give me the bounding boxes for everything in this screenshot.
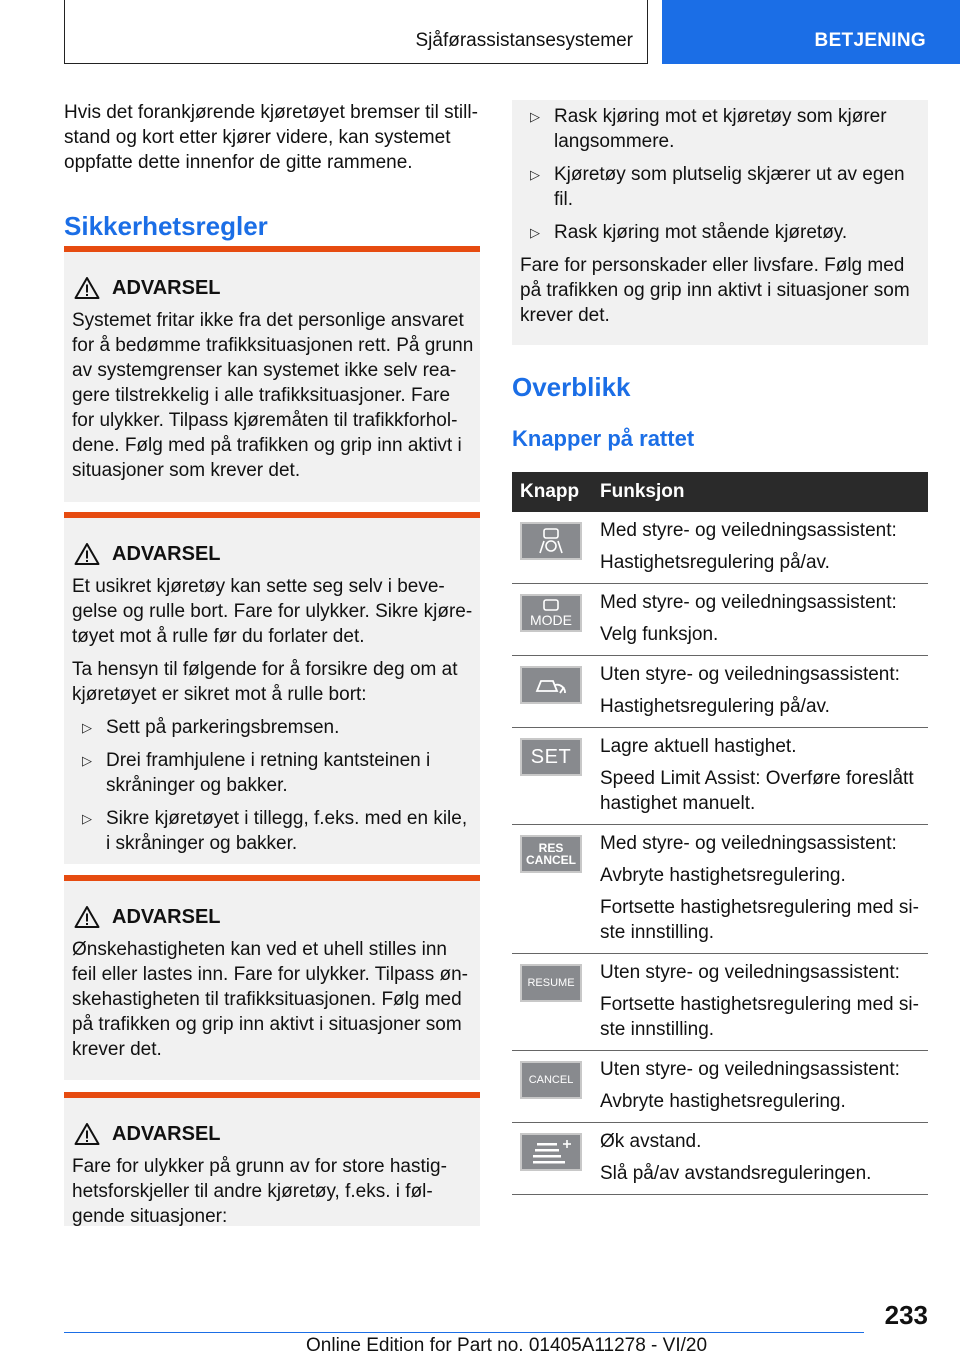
list-item: ▷ Rask kjøring mot et kjøretøy som kjører langsommere. <box>530 106 887 152</box>
table-row <box>512 825 928 954</box>
warning-box-4 <box>64 1092 480 1226</box>
warning-title: ADVARSEL <box>112 274 480 302</box>
warning-text: Fare for ulykker på grunn av for store hastighetsforskjeller til andre kjøretøy, f.eks. i følgende situasjoner: <box>72 1156 447 1227</box>
header-chapter-tab[interactable] <box>662 0 960 64</box>
list-item: ▷ Rask kjøring mot stående kjøretøy. <box>530 222 848 243</box>
function-text: Avbryte hastighetsregulering. <box>600 1091 846 1112</box>
intro-paragraph: Hvis det forankjørende kjøretøyet bremser til stillstand og kort etter kjører videre, kan systemet oppfatte dette innenfor de gitte rammene. <box>64 102 478 173</box>
steering-assist-toggle-icon <box>520 522 582 560</box>
table-row <box>512 728 928 825</box>
table-header-row <box>512 472 928 512</box>
function-text: Velg funksjon. <box>600 624 719 645</box>
bullet-triangle-icon: ▷ <box>82 811 92 826</box>
table-row <box>512 512 928 584</box>
table-row <box>512 954 928 1051</box>
function-text: Uten styre- og veiledningsassistent: <box>600 962 900 983</box>
table-row <box>512 584 928 656</box>
bullet-triangle-icon: ▷ <box>530 167 540 182</box>
mode-icon: MODE <box>520 594 582 632</box>
header-chapter-title: BETJENING <box>814 30 926 51</box>
warning-title: ADVARSEL <box>112 1120 480 1148</box>
warning-triangle-icon <box>74 1122 100 1146</box>
warning-box-2 <box>64 512 480 864</box>
warning-bullet-list <box>72 715 474 856</box>
warning-text: Fare for personskader eller livsfare. Følg med på trafikken og grip inn aktivt i situasjoner som krever det. <box>520 255 910 326</box>
left-column <box>64 100 480 1227</box>
function-text: Hastighetsregulering på/av. <box>600 552 830 573</box>
list-item: ▷ Sikre kjøretøyet i tillegg, f.eks. med en kile, i skråninger og bakker. <box>82 808 468 854</box>
warning-triangle-icon <box>74 542 100 566</box>
function-text: Uten styre- og veiledningsassistent: <box>600 664 900 685</box>
list-item: ▷ Sett på parkeringsbremsen. <box>82 717 340 738</box>
function-text: Lagre aktuell hastighet. <box>600 736 797 757</box>
warning-text: Et usikret kjøretøy kan sette seg selv i bevegelse og rulle bort. Fare for ulykker. Sikre kjøretøyet mot å rulle før du forlater det. <box>72 576 473 647</box>
table-row <box>512 1051 928 1123</box>
footer-edition-text: Online Edition for Part no. 01405A11278 - VI/20 <box>306 1335 708 1356</box>
warning-continuation-box <box>512 100 928 345</box>
steering-buttons-subheading: Knapper på rattet <box>512 426 695 451</box>
warning-text: Ønskehastigheten kan ved et uhell stilles inn feil eller lastes inn. Fare for ulykker. Tilpass ønskehastigheten til trafikksituasjonen. Følg med på trafikken og grip inn aktivt i situasjoner som krever det. <box>72 939 468 1060</box>
function-text: Fortsette hastighetsregulering med siste innstilling. <box>600 994 919 1040</box>
bullet-triangle-icon: ▷ <box>530 109 540 124</box>
cruise-control-icon <box>520 666 582 704</box>
warning-bullet-list <box>520 104 922 245</box>
function-text: Hastighetsregulering på/av. <box>600 696 830 717</box>
overview-heading: Overblikk <box>512 372 631 402</box>
warning-text: Ta hensyn til følgende for å forsikre deg om at kjøretøyet er sikret mot å rulle bort: <box>72 659 458 705</box>
footer-divider <box>64 1332 864 1333</box>
function-text: Med styre- og veiledningsassistent: <box>600 833 897 854</box>
warning-title: ADVARSEL <box>112 540 480 568</box>
header-section-box <box>64 0 648 64</box>
warning-box-1 <box>64 246 480 502</box>
function-text: Øk avstand. <box>600 1131 702 1152</box>
table-row <box>512 1123 928 1195</box>
warning-triangle-icon <box>74 276 100 300</box>
warning-triangle-icon <box>74 905 100 929</box>
res-cancel-icon: RES CANCEL <box>520 835 582 873</box>
function-text: Slå på/av avstandsreguleringen. <box>600 1163 872 1184</box>
warning-title: ADVARSEL <box>112 903 480 931</box>
cancel-icon: CANCEL <box>520 1061 582 1099</box>
buttons-table <box>512 472 928 1195</box>
bullet-triangle-icon: ▷ <box>530 225 540 240</box>
page-number: 233 <box>884 1300 928 1330</box>
warning-box-3 <box>64 875 480 1080</box>
function-text: Avbryte hastighetsregulering. <box>600 865 846 886</box>
column-header-function: Funksjon <box>596 472 928 512</box>
function-text: Fortsette hastighetsregulering med siste innstilling. <box>600 897 919 943</box>
list-item: ▷ Kjøretøy som plutselig skjærer ut av egen fil. <box>530 164 905 210</box>
resume-icon: RESUME <box>520 964 582 1002</box>
function-text: Uten styre- og veiledningsassistent: <box>600 1059 900 1080</box>
column-header-button: Knapp <box>512 472 596 512</box>
set-icon: SET <box>520 738 582 776</box>
bullet-triangle-icon: ▷ <box>82 753 92 768</box>
distance-icon <box>520 1133 582 1171</box>
list-item: ▷ Drei framhjulene i retning kantsteinen i skråninger og bakker. <box>82 750 431 796</box>
function-text: Med styre- og veiledningsassistent: <box>600 592 897 613</box>
table-row <box>512 656 928 728</box>
warning-text: Systemet fritar ikke fra det personlige ansvaret for å bedømme trafikksituasjonen rett. På grunn av systemgrenser kan systemet ikke selv reagere tilstrekkelig i alle trafikksituasjoner. Fare for ulykker. Tilpass kjøremåten til trafikkforholdene. Følg med på trafikken og grip inn aktivt i situasjoner som krever det. <box>72 310 474 481</box>
header-section-title: Sjåførassistansesystemer <box>415 30 633 51</box>
function-text: Med styre- og veiledningsassistent: <box>600 520 897 541</box>
safety-heading: Sikkerhetsregler <box>64 211 268 241</box>
bullet-triangle-icon: ▷ <box>82 720 92 735</box>
function-text: Speed Limit Assist: Overføre foreslått hastighet manuelt. <box>600 768 914 814</box>
